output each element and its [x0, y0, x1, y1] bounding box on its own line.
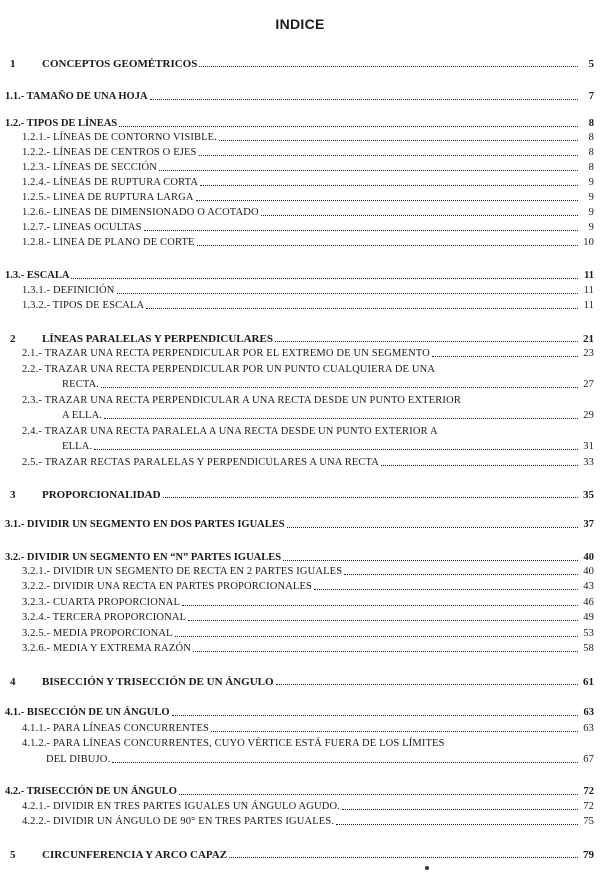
toc-subsection-1-2-2	[22, 147, 594, 159]
page-number: 46	[583, 597, 594, 608]
dot-leader	[159, 170, 578, 171]
toc-subsection-1-2-8	[22, 237, 594, 249]
dot-leader	[188, 620, 578, 621]
dot-leader	[229, 857, 578, 858]
chapter-number: 4	[10, 676, 16, 688]
page-number: 9	[588, 222, 594, 233]
entry-label: 3.2.3.- CUARTA PROPORCIONAL	[22, 597, 181, 608]
toc-subsection-4-1-2-line1: 4.1.2.- PARA LÍNEAS CONCURRENTES, CUYO VÉRTICE ESTÁ FUERA DE LOS LÍMITES	[22, 738, 445, 749]
dot-leader	[261, 215, 578, 216]
page-number: 63	[583, 723, 594, 734]
toc-subsection-1-2-3	[22, 162, 594, 174]
toc-section-3-2	[5, 552, 594, 564]
entry-label: 1.2.8.- LINEA DE PLANO DE CORTE	[22, 237, 195, 248]
entry-label: 4.2.1.- DIVIDIR EN TRES PARTES IGUALES UN ÁNGULO AGUDO.	[22, 801, 340, 812]
page-number: 58	[583, 643, 594, 654]
toc-subsection-1-2-4	[22, 177, 594, 189]
page-number: 43	[583, 581, 594, 592]
toc-section-2-1	[22, 348, 594, 360]
page-number: 79	[583, 849, 594, 861]
page-number: 7	[588, 91, 594, 102]
toc-section-2-5	[22, 457, 594, 469]
dot-leader	[219, 140, 578, 141]
entry-label: 4.2.- TRISECCIÓN DE UN ÁNGULO	[5, 786, 177, 797]
dot-leader	[112, 762, 578, 763]
toc-subsection-1-3-2	[22, 300, 594, 312]
entry-label-continued: ELLA.	[62, 441, 93, 452]
entry-label: 1.1.- TAMAÑO DE UNA HOJA	[5, 91, 148, 102]
dot-leader	[163, 497, 578, 498]
entry-label: 1.2.5.- LINEA DE RUPTURA LARGA	[22, 192, 194, 203]
page-number: 63	[583, 707, 594, 718]
entry-label: 4.2.2.- DIVIDIR UN ÁNGULO DE 90° EN TRES PARTES IGUALES.	[22, 816, 335, 827]
dot-leader	[196, 200, 578, 201]
page-number: 72	[583, 801, 594, 812]
toc-subsection-1-2-5	[22, 192, 594, 204]
dot-leader	[119, 126, 578, 127]
page-number: 8	[588, 147, 594, 158]
dot-leader	[381, 465, 578, 466]
entry-label: 3.2.2.- DIVIDIR UNA RECTA EN PARTES PROPORCIONALES	[22, 581, 313, 592]
toc-section-4-2	[5, 786, 594, 798]
dot-leader	[94, 449, 578, 450]
dot-leader	[432, 356, 578, 357]
toc-subsection-3-2-3	[22, 597, 594, 609]
entry-label: 3.1.- DIVIDIR UN SEGMENTO EN DOS PARTES IGUALES	[5, 519, 285, 530]
page-number: 29	[583, 410, 594, 421]
toc-subsection-4-2-1	[22, 801, 594, 813]
toc-chapter-4	[10, 676, 594, 688]
entry-label-continued: DEL DIBUJO.	[46, 754, 111, 765]
page-number: 23	[583, 348, 594, 359]
dot-leader	[175, 636, 578, 637]
toc-section-2-3-line1: 2.3.- TRAZAR UNA RECTA PERPENDICULAR A UNA RECTA DESDE UN PUNTO EXTERIOR	[22, 395, 461, 406]
toc-chapter-1	[10, 58, 594, 70]
toc-chapter-2	[10, 333, 594, 345]
page-number: 40	[583, 566, 594, 577]
entry-label: 1.2.4.- LÍNEAS DE RUPTURA CORTA	[22, 177, 199, 188]
page-number: 11	[583, 285, 594, 296]
dot-leader	[104, 418, 578, 419]
toc-subsection-3-2-4	[22, 612, 594, 624]
page-number: 53	[583, 628, 594, 639]
entry-label: 1.2.1.- LÍNEAS DE CONTORNO VISIBLE.	[22, 132, 218, 143]
toc-section-1-1	[5, 91, 594, 103]
page-number: 72	[583, 786, 594, 797]
entry-label: 4.1.1.- PARA LÍNEAS CONCURRENTES	[22, 723, 210, 734]
page-number: 33	[583, 457, 594, 468]
page-number: 8	[588, 118, 594, 129]
entry-label: 1.2.2.- LÍNEAS DE CENTROS O EJES	[22, 147, 197, 158]
toc-subsection-4-1-2	[46, 754, 594, 766]
scan-speck	[425, 866, 429, 870]
page-number: 31	[583, 441, 594, 452]
entry-label: 3.2.6.- MEDIA Y EXTREMA RAZÓN	[22, 643, 191, 654]
page-number: 11	[584, 270, 594, 281]
dot-leader	[144, 230, 578, 231]
dot-leader	[117, 293, 578, 294]
page-number: 61	[583, 676, 594, 688]
page-number: 21	[583, 333, 594, 345]
chapter-number: 3	[10, 489, 16, 501]
toc-section-2-2	[62, 379, 594, 391]
toc-section-3-1	[5, 519, 594, 531]
toc-subsection-1-3-1	[22, 285, 594, 297]
toc-subsection-4-1-1	[22, 723, 594, 735]
chapter-number: 2	[10, 333, 16, 345]
chapter-number: 1	[10, 58, 16, 70]
entry-label: 3.2.4.- TERCERA PROPORCIONAL	[22, 612, 187, 623]
dot-leader	[200, 185, 578, 186]
chapter-number: 5	[10, 849, 16, 861]
entry-label: 3.2.5.- MEDIA PROPORCIONAL	[22, 628, 173, 639]
entry-label: 1.2.3.- LÍNEAS DE SECCIÓN	[22, 162, 157, 173]
dot-leader	[71, 278, 578, 279]
dot-leader	[283, 560, 578, 561]
entry-label: 1.2.6.- LINEAS DE DIMENSIONADO O ACOTADO	[22, 207, 259, 218]
page-number: 9	[588, 177, 594, 188]
toc-chapter-5	[10, 849, 594, 861]
page-number: 10	[583, 237, 594, 248]
entry-label: CIRCUNFERENCIA Y ARCO CAPAZ	[42, 849, 228, 861]
entry-label: PROPORCIONALIDAD	[42, 489, 161, 501]
page-number: 11	[583, 300, 594, 311]
dot-leader	[146, 308, 578, 309]
page-number: 8	[588, 162, 594, 173]
dot-leader	[336, 824, 578, 825]
entry-label: 1.2.- TIPOS DE LÍNEAS	[5, 118, 118, 129]
toc-subsection-3-2-2	[22, 581, 594, 593]
entry-label: 1.3.2.- TIPOS DE ESCALA	[22, 300, 145, 311]
dot-leader	[211, 731, 578, 732]
dot-leader	[179, 794, 578, 795]
index-title: INDICE	[275, 16, 325, 32]
toc-chapter-3	[10, 489, 594, 501]
page-number: 9	[588, 207, 594, 218]
page-number: 75	[583, 816, 594, 827]
entry-label-continued: RECTA.	[62, 379, 100, 390]
toc-subsection-3-2-6	[22, 643, 594, 655]
page-number: 49	[583, 612, 594, 623]
entry-label: BISECCIÓN Y TRISECCIÓN DE UN ÁNGULO	[42, 676, 274, 688]
entry-label: 2.1.- TRAZAR UNA RECTA PERPENDICULAR POR EL EXTREMO DE UN SEGMENTO	[22, 348, 430, 359]
dot-leader	[314, 589, 578, 590]
dot-leader	[172, 715, 578, 716]
toc-subsection-3-2-1	[22, 566, 594, 578]
entry-label: 3.2.1.- DIVIDIR UN SEGMENTO DE RECTA EN 2 PARTES IGUALES	[22, 566, 343, 577]
page-number: 40	[583, 552, 594, 563]
entry-label: 4.1.- BISECCIÓN DE UN ÁNGULO	[5, 707, 170, 718]
dot-leader	[342, 809, 578, 810]
toc-section-2-4	[62, 441, 594, 453]
dot-leader	[197, 245, 578, 246]
toc-subsection-1-2-6	[22, 207, 594, 219]
dot-leader	[275, 341, 578, 342]
toc-subsection-1-2-7	[22, 222, 594, 234]
dot-leader	[344, 574, 578, 575]
dot-leader	[287, 527, 578, 528]
dot-leader	[182, 605, 578, 606]
dot-leader	[276, 684, 578, 685]
toc-subsection-4-2-2	[22, 816, 594, 828]
dot-leader	[199, 155, 578, 156]
dot-leader	[199, 66, 578, 67]
toc-section-4-1	[5, 707, 594, 719]
toc-subsection-3-2-5	[22, 628, 594, 640]
page-number: 5	[588, 58, 594, 70]
entry-label: 2.5.- TRAZAR RECTAS PARALELAS Y PERPENDICULARES A UNA RECTA	[22, 457, 380, 468]
toc-section-2-3	[62, 410, 594, 422]
dot-leader	[193, 651, 578, 652]
entry-label: 3.2.- DIVIDIR UN SEGMENTO EN “N” PARTES IGUALES	[5, 552, 282, 563]
entry-label: 1.3.- ESCALA	[5, 270, 70, 281]
page-number: 35	[583, 489, 594, 501]
page-number: 37	[583, 519, 594, 530]
toc-section-2-2-line1: 2.2.- TRAZAR UNA RECTA PERPENDICULAR POR UN PUNTO CUALQUIERA DE UNA	[22, 364, 436, 375]
entry-label: LÍNEAS PARALELAS Y PERPENDICULARES	[42, 333, 273, 345]
dot-leader	[150, 99, 578, 100]
toc-section-1-3	[5, 270, 594, 282]
entry-label: CONCEPTOS GEOMÉTRICOS	[42, 58, 198, 70]
entry-label-continued: A ELLA.	[62, 410, 103, 421]
entry-label: 1.2.7.- LINEAS OCULTAS	[22, 222, 142, 233]
toc-section-2-4-line1: 2.4.- TRAZAR UNA RECTA PARALELA A UNA RECTA DESDE UN PUNTO EXTERIOR A	[22, 426, 438, 437]
page-number: 27	[583, 379, 594, 390]
toc-subsection-1-2-1	[22, 132, 594, 144]
toc-section-1-2	[5, 118, 594, 130]
page-number: 67	[583, 754, 594, 765]
entry-label: 1.3.1.- DEFINICIÓN	[22, 285, 115, 296]
dot-leader	[101, 387, 578, 388]
page-number: 9	[588, 192, 594, 203]
page-number: 8	[588, 132, 594, 143]
